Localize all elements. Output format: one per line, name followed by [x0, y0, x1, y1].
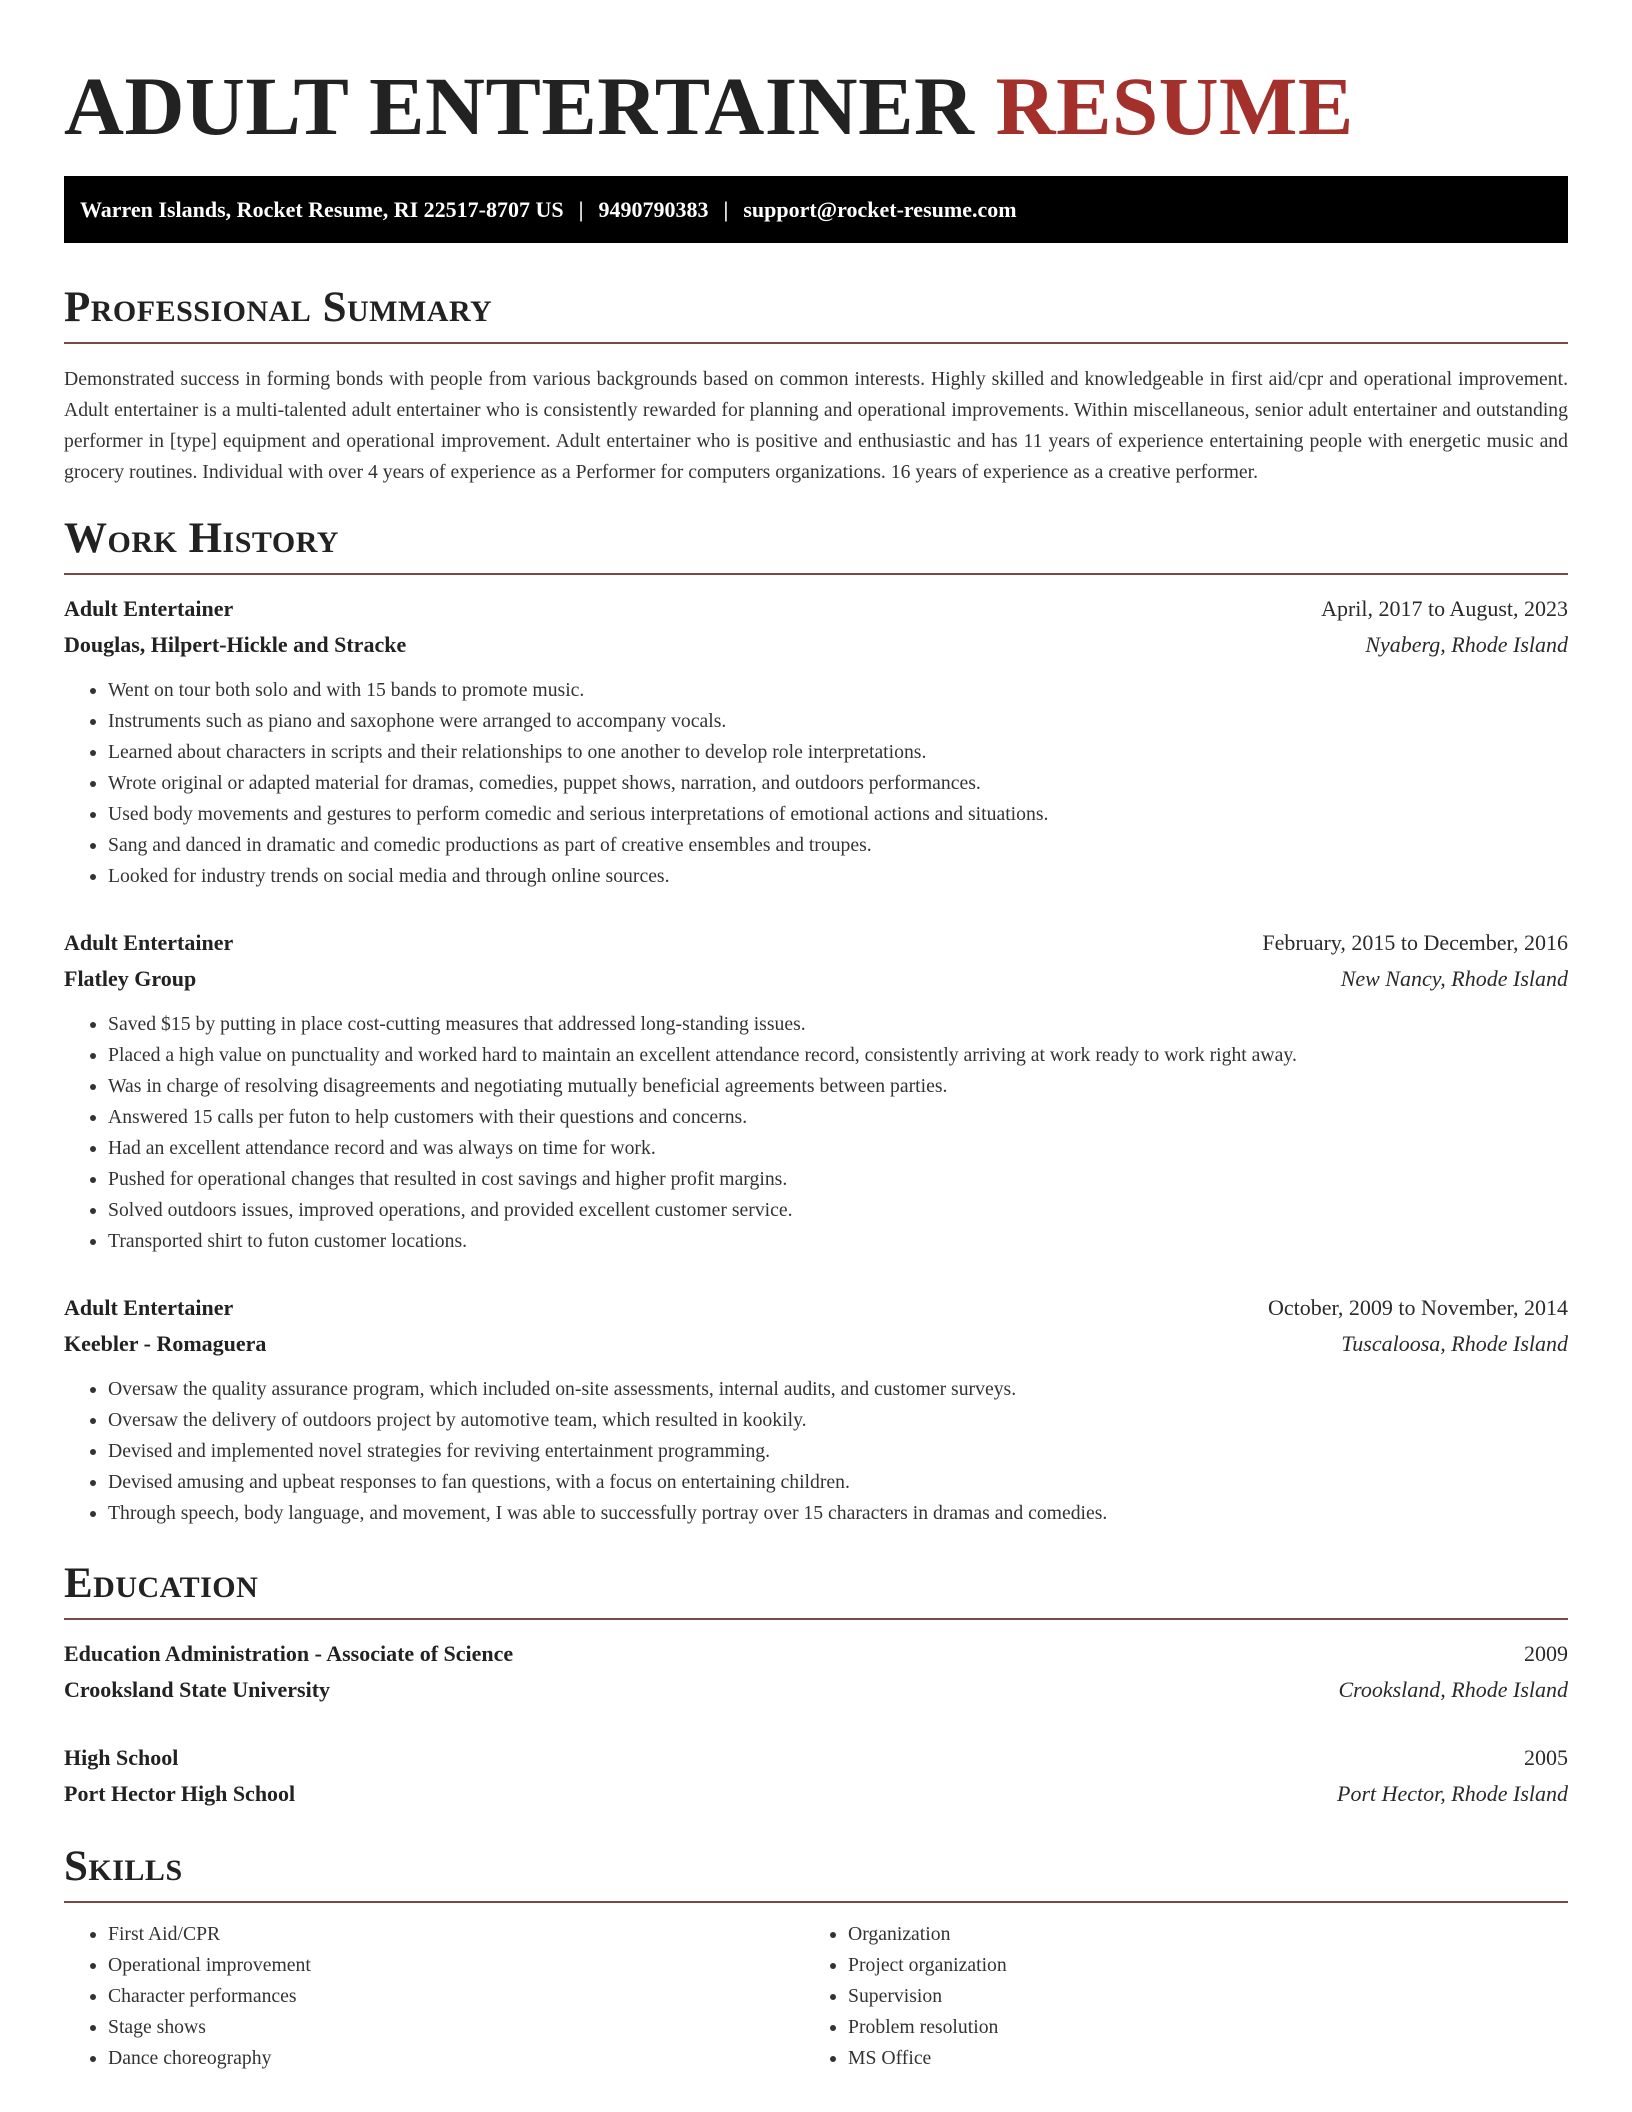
education-school-row [64, 1672, 1568, 1708]
job-bullet: • Saved $15 by putting in place cost-cutting measures that addressed long-standing issues. [108, 1009, 1568, 1040]
job-location: Nyaberg, Rhode Island [1365, 632, 1568, 657]
skill-item: • Stage shows [108, 2012, 804, 2043]
job-company: Keebler - Romaguera [64, 1331, 267, 1356]
skill-item: • Project organization [848, 1950, 1544, 1981]
education-school: Port Hector High School [64, 1781, 296, 1806]
job-title: Adult Entertainer [64, 596, 234, 621]
job-dates: April, 2017 to August, 2023 [1321, 596, 1568, 621]
education-degree-row [64, 1636, 1568, 1672]
education-year: 2005 [1524, 1745, 1568, 1770]
contact-separator: | [578, 197, 584, 222]
job-dates: February, 2015 to December, 2016 [1262, 930, 1568, 955]
job-bullets [64, 675, 1568, 892]
job-bullet: • Had an excellent attendance record and was always on time for work. [108, 1133, 1568, 1164]
job-bullet: • Sang and danced in dramatic and comedic productions as part of creative ensembles and troupes. [108, 830, 1568, 861]
job-entry [64, 591, 1568, 892]
skill-item: • Operational improvement [108, 1950, 804, 1981]
job-bullet: • Devised and implemented novel strategies for reviving entertainment programming. [108, 1436, 1568, 1467]
job-bullet: • Transported shirt to futon customer locations. [108, 1226, 1568, 1257]
job-dates: October, 2009 to November, 2014 [1267, 1295, 1568, 1320]
job-header-row [64, 1290, 1568, 1326]
job-bullet: • Oversaw the delivery of outdoors project by automotive team, which resulted in kookily. [108, 1405, 1568, 1436]
job-bullet: • Solved outdoors issues, improved operations, and provided excellent customer service. [108, 1195, 1568, 1226]
skills-column-right [804, 1919, 1544, 2074]
job-company-row [64, 1326, 1568, 1362]
job-bullet: • Went on tour both solo and with 15 bands to promote music. [108, 675, 1568, 706]
education-degree-row [64, 1740, 1568, 1776]
section-heading-work-history: Work History [64, 514, 1568, 575]
section-heading-education: Education [64, 1559, 1568, 1620]
skills-column-left [64, 1919, 804, 2074]
section-heading-skills: Skills [64, 1842, 1568, 1903]
skill-item: • First Aid/CPR [108, 1919, 804, 1950]
job-title: Adult Entertainer [64, 1295, 234, 1320]
job-bullets [64, 1009, 1568, 1257]
job-company-row [64, 627, 1568, 663]
education-school: Crooksland State University [64, 1677, 331, 1702]
skill-item: • Organization [848, 1919, 1544, 1950]
title-accent: RESUME [995, 60, 1354, 152]
section-heading-summary: Professional Summary [64, 283, 1568, 344]
education-entry [64, 1740, 1568, 1812]
education-degree: Education Administration - Associate of Science [64, 1641, 514, 1666]
job-bullet: • Through speech, body language, and movement, I was able to successfully portray over 15 characters in dramas and comedies. [108, 1498, 1568, 1529]
education-location: Crooksland, Rhode Island [1338, 1677, 1568, 1702]
education-school-row [64, 1776, 1568, 1812]
job-location: Tuscaloosa, Rhode Island [1341, 1331, 1568, 1356]
job-company-row [64, 961, 1568, 997]
job-bullet: • Wrote original or adapted material for dramas, comedies, puppet shows, narration, and outdoors performances. [108, 768, 1568, 799]
job-bullet: • Answered 15 calls per futon to help customers with their questions and concerns. [108, 1102, 1568, 1133]
contact-phone: 9490790383 [598, 197, 709, 222]
title-main: ADULT ENTERTAINER [64, 60, 975, 152]
education-year: 2009 [1524, 1641, 1568, 1666]
job-bullet: • Oversaw the quality assurance program, which included on-site assessments, internal audits, and customer surveys. [108, 1374, 1568, 1405]
job-entry [64, 1290, 1568, 1529]
skill-item: • Character performances [108, 1981, 804, 2012]
job-bullet: • Was in charge of resolving disagreements and negotiating mutually beneficial agreements between parties. [108, 1071, 1568, 1102]
skill-item: • MS Office [848, 2043, 1544, 2074]
summary-text: Demonstrated success in forming bonds with people from various backgrounds based on common interests. Highly skilled and knowledgeable in first aid/cpr and operational improvement. Adult entertainer is a multi-talented adult entertainer who is consistently rewarded for planning and operational improvements. Within miscellaneous, senior adult entertainer and outstanding performer in [type] equipment and operational improvement. Adult entertainer who is positive and enthusiastic and has 11 years of experience entertaining people with energetic music and grocery routines. Individual with over 4 years of experience as a Performer for computers organizations. 16 years of experience as a creative performer. [64, 368, 1568, 483]
job-company: Douglas, Hilpert-Hickle and Stracke [64, 632, 407, 657]
contact-address: Warren Islands, Rocket Resume, RI 22517-8707 US [80, 197, 564, 222]
skills-grid [64, 1919, 1568, 2074]
job-header-row [64, 591, 1568, 627]
job-header-row [64, 925, 1568, 961]
resume-page [64, 0, 1568, 2074]
resume-title [64, 0, 1568, 154]
job-bullet: • Placed a high value on punctuality and worked hard to maintain an excellent attendance record, consistently arriving at work ready to work right away. [108, 1040, 1568, 1071]
skill-item: • Supervision [848, 1981, 1544, 2012]
education-degree: High School [64, 1745, 179, 1770]
education-entry [64, 1636, 1568, 1708]
contact-separator: | [723, 197, 729, 222]
education-location: Port Hector, Rhode Island [1337, 1781, 1568, 1806]
job-company: Flatley Group [64, 966, 197, 991]
job-bullet: • Pushed for operational changes that resulted in cost savings and higher profit margins. [108, 1164, 1568, 1195]
job-bullet: • Instruments such as piano and saxophone were arranged to accompany vocals. [108, 706, 1568, 737]
contact-email: support@rocket-resume.com [743, 197, 1017, 222]
job-title: Adult Entertainer [64, 930, 234, 955]
job-location: New Nancy, Rhode Island [1340, 966, 1568, 991]
contact-bar [64, 176, 1568, 243]
job-bullet: • Used body movements and gestures to perform comedic and serious interpretations of emotional actions and situations. [108, 799, 1568, 830]
skill-item: • Dance choreography [108, 2043, 804, 2074]
skill-item: • Problem resolution [848, 2012, 1544, 2043]
job-bullet: • Devised amusing and upbeat responses to fan questions, with a focus on entertaining children. [108, 1467, 1568, 1498]
job-bullet: • Looked for industry trends on social media and through online sources. [108, 861, 1568, 892]
job-bullet: • Learned about characters in scripts and their relationships to one another to develop role interpretations. [108, 737, 1568, 768]
job-bullets [64, 1374, 1568, 1529]
job-entry [64, 925, 1568, 1257]
